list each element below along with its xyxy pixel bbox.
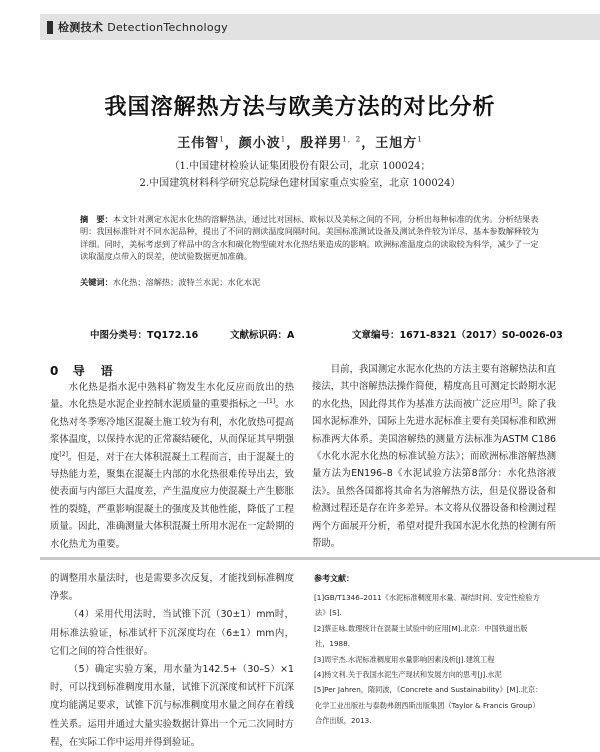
author-separator: ，	[224, 136, 239, 151]
citation: [2]	[59, 450, 68, 458]
body-column-right	[312, 361, 556, 552]
reference-continuation: 社，1988.	[315, 639, 350, 649]
paragraph	[50, 379, 294, 553]
affiliation-2: 2.中国建筑材料科学研究总院绿色建材国家重点实验室，北京 100024）	[139, 178, 461, 189]
reference-item: [3]周宇杰.水泥标准稠度用水量影响因素浅析[J].建筑工程	[314, 654, 495, 664]
abstract	[80, 213, 540, 263]
author-name: 王伟智	[177, 136, 220, 151]
article-title: 我国溶解热方法与欧美方法的对比分析	[104, 95, 496, 120]
reference-continuation: 法》[S].	[315, 608, 342, 618]
text-run: 目前，我国测定水泥水化热的方法主要有溶解热法和直接法，其中溶解热法操作简便，精度高且可测定长龄期水泥的水化热，因此得其作为基准方法而被广泛应用	[312, 364, 556, 410]
clc-number: 中图分类号：TQ172.16	[90, 330, 199, 341]
section-number: 0	[50, 364, 61, 378]
affiliation-1: （1.中国建材检验认证集团股份有限公司，北京 100024；	[169, 161, 431, 172]
abstract-text: 本文针对测定水泥水化热的溶解热法，通过比对国标、欧标以及美标之间的不同，分析出每种标准的优劣。分析结果表明：我国标准针对不同水泥品种，提出了不同的测读温度间隔时间。美国标准测试设备及测试条件较为详尽，基本参数解释较为详细。同时，美标考虑到了样品中的含水和碳化物型硫对水化热结果造成的影响。欧洲标准温度点的读取较为科学，减少了一定读取温度点带入的误差，使试验数据更加准确。	[80, 214, 539, 262]
abstract-label: 摘 要：	[80, 214, 113, 224]
reference-continuation: 化学工业出版社与泰勒弗朗西斯出版集团（Taylor & Francis Group）	[315, 700, 540, 710]
body-column-bottom-left	[50, 570, 294, 752]
paragraph	[312, 361, 556, 552]
section-label-en: DetectionTechnology	[107, 21, 228, 34]
reference-item: [5]Per Jahren，隋同波，《Concrete and Sustainability》[M].北京：	[314, 685, 543, 695]
text-run: 。除了我国水泥标准外，国际上先进水泥标准主要有美国标准和欧洲标准两大体系。美国溶解热的测量方法标准为ASTM C186《水化水泥水化热的标准试验方法》；而欧洲标准溶解热测量方法为EN196–8《水泥试验方法第8部分：水化热溶液法》。虽然各国都将其命名为溶解热方法，但是仪器设备和检测过程还是存在许多差异。本文将从仪器设备和检测过程两个方面展开分析，希望对提升我国水泥水化热的检测有所帮助。	[312, 398, 556, 550]
keywords-text: 水化热；溶解热；波特兰水泥；水化水泥	[112, 277, 261, 287]
page-divider	[40, 557, 600, 560]
paragraph: （5）确定实验方案，用水量为142.5+（30–S）×1时，可以找到标准稠度用水量，试锥下沉深度和试杆下沉深度均能满足要求，试锥下沉与标准稠度用水量之间存在着线性关系。运用并通过大量实验数据计算出一个元二次同时方程，在实际工作中运用并得到验证。	[50, 664, 294, 748]
author-list	[0, 132, 600, 151]
author-affiliation-mark: 1，2	[342, 135, 362, 144]
references-heading: 参考文献：	[314, 574, 354, 583]
author-name: 王旭方	[375, 136, 418, 151]
header-marker	[47, 21, 53, 34]
paragraph: （4）采用代用法时，当试锥下沉（30±1）mm时，用标准法验证，标准试杆下沉深度均在（6±1）mm内，它们之间的符合性很好。	[50, 609, 294, 657]
section-title: 导 语	[72, 364, 115, 378]
author-affiliation-mark: 1	[417, 135, 423, 144]
citation: [3]	[509, 397, 519, 405]
citation: [1]	[266, 398, 276, 406]
section-heading	[50, 362, 115, 379]
reference-item: [2]蔡正咏.数理统计在混凝土试验中的应用[M].北京：中国铁道出版	[314, 623, 528, 633]
reference-item: [1]GB/T1346–2011《水泥标准稠度用水量、凝结时间、安定性检验方	[314, 593, 540, 602]
text-run: 。水化热对冬季寒冷地区混凝土施工较为有利，水化放热可提高浆体温度，以保持水泥的正常凝结硬化，从而保证其早期强度	[50, 399, 294, 463]
author-affiliation-mark: 1	[280, 135, 287, 144]
keywords	[80, 277, 540, 288]
reference-item: [4]杨文利.关于我国水泥生产现状和发展方向的思考[J].水泥	[314, 670, 502, 680]
paragraph: 的调整用水量法时，也是需要多次反复，才能找到标准稠度净浆。	[50, 573, 294, 603]
references-list	[314, 590, 562, 729]
author-name: 殷祥男	[300, 136, 343, 151]
body-column-left	[50, 379, 294, 553]
journal-section-label	[58, 19, 228, 35]
text-run: 。但是，对于在大体积混凝土工程而言，由于混凝土的导热能力差，聚集在混凝土内部的水化热很难传导出去，致使表面与内部巨大温度差，产生温度应力使混凝土产生膨胀性的裂缝，严重影响混凝土的强度及其他性能，降低了工程质量。因此，准确测量大体积混凝土所用水泥在一定龄期的水化热尤为重要。	[50, 451, 294, 550]
author-name: 颜小波	[238, 136, 281, 151]
author-separator: ，	[286, 136, 301, 151]
author-separator: ，	[361, 136, 376, 151]
text-run: 水化热是指水泥中熟料矿物发生水化反应而放出的热量。水化热是水泥企业控制水泥质量的重要指标之一	[50, 382, 294, 411]
author-affiliation-mark: 1	[219, 135, 225, 144]
document-code: 文献标识码：A	[230, 330, 295, 341]
reference-continuation: 合作出版，2013.	[315, 716, 372, 726]
article-number: 文章编号：1671-8321（2017）S0-0026-03	[352, 330, 563, 341]
keywords-label: 关键词：	[80, 277, 113, 287]
section-label-cn: 检测技术	[58, 21, 104, 34]
